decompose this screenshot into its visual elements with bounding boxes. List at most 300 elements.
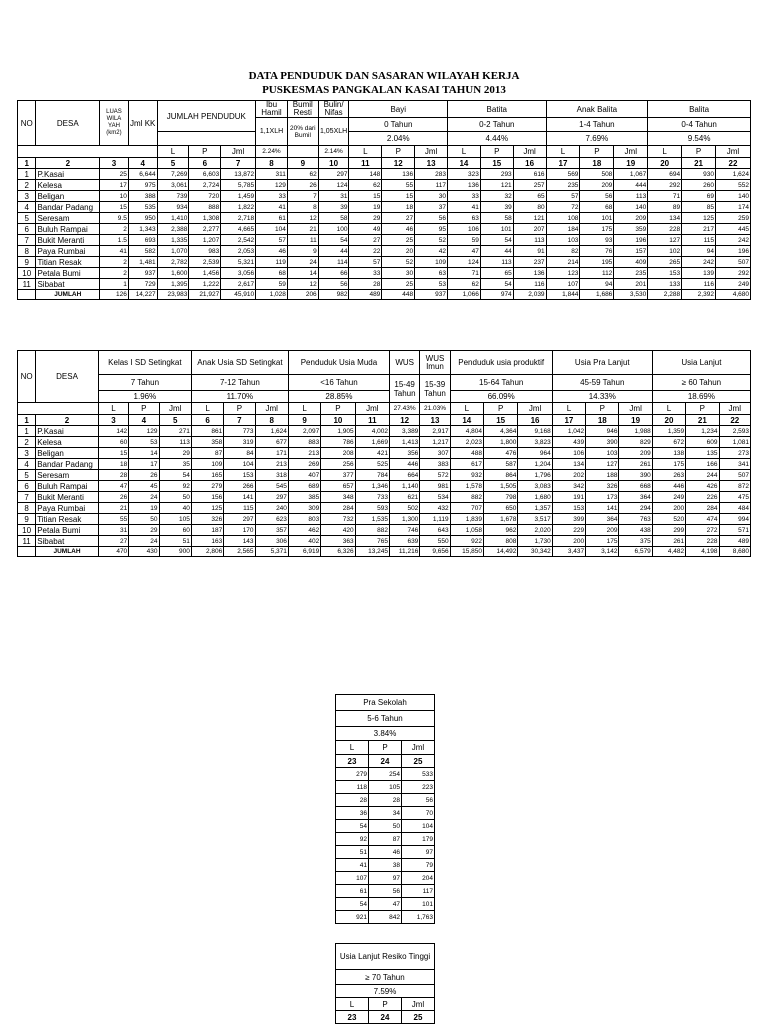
table-cell: 2 xyxy=(100,224,129,235)
table-cell: 191 xyxy=(552,492,585,503)
desa-name: Paya Rumbai xyxy=(36,503,99,514)
table-cell: 694 xyxy=(648,169,682,180)
table-cell: 170 xyxy=(224,525,255,536)
ul-P: P xyxy=(686,403,719,415)
table-cell: 319 xyxy=(224,437,255,448)
desa-name: Beligan xyxy=(36,191,100,202)
table-cell: 964 xyxy=(518,448,552,459)
pl-L: L xyxy=(552,403,585,415)
table-cell: 1,624 xyxy=(715,169,750,180)
table-cell: 9 xyxy=(18,514,36,525)
table-cell: 175 xyxy=(586,536,619,547)
table-cell: 14 xyxy=(129,448,159,459)
desa-name: Sibabat xyxy=(36,536,99,547)
table-cell: 279 xyxy=(336,768,369,781)
table-cell: 30 xyxy=(382,268,415,279)
ulrt-L: L xyxy=(336,998,369,1011)
table-cell: 9 xyxy=(287,246,318,257)
table-cell: 136 xyxy=(513,268,546,279)
table-cell: 593 xyxy=(355,503,389,514)
table-cell: 113 xyxy=(614,191,648,202)
table-cell: 1,624 xyxy=(255,426,288,437)
table-cell: 1,058 xyxy=(450,525,483,536)
table-cell: 32 xyxy=(480,191,513,202)
table-cell: 57 xyxy=(349,257,382,268)
table-cell: 223 xyxy=(402,781,435,794)
column-index-cell: 18 xyxy=(586,415,619,426)
total-cell: 430 xyxy=(129,547,159,557)
table-cell: 63 xyxy=(448,213,481,224)
desa-name: Petala Bumi xyxy=(36,525,99,536)
desa-name: Titian Resak xyxy=(36,514,99,525)
total-row xyxy=(18,547,751,557)
ih-pct: 2.24% xyxy=(256,146,288,158)
table-cell: 4,804 xyxy=(450,426,483,437)
table-cell: 9.5 xyxy=(100,213,129,224)
desa-name: Beligan xyxy=(36,448,99,459)
table-cell: 8 xyxy=(287,202,318,213)
table-cell: 269 xyxy=(288,459,320,470)
total-cell: 1,028 xyxy=(256,290,288,300)
table-cell: 409 xyxy=(614,257,648,268)
table-cell: 15 xyxy=(100,202,129,213)
table-cell: 2,718 xyxy=(221,213,256,224)
table-cell: 283 xyxy=(415,169,448,180)
table-cell: 66 xyxy=(318,268,349,279)
table-cell: 265 xyxy=(648,257,682,268)
table-cell: 214 xyxy=(546,257,580,268)
bayi-pct: 2.04% xyxy=(349,132,448,146)
table-cell: 261 xyxy=(619,459,652,470)
table-cell: 582 xyxy=(128,246,157,257)
table-cell: 208 xyxy=(321,448,355,459)
table-cell: 10 xyxy=(100,191,129,202)
sd-P: P xyxy=(224,403,255,415)
table-cell: 8 xyxy=(18,503,36,514)
table-cell: 2,388 xyxy=(157,224,189,235)
table-cell: 2 xyxy=(100,257,129,268)
table-cell: 446 xyxy=(389,459,419,470)
total-cell: 4,482 xyxy=(652,547,685,557)
ps-L: L xyxy=(336,741,369,755)
table-cell: 1,481 xyxy=(128,257,157,268)
table-cell: 1,119 xyxy=(420,514,450,525)
table-cell: 47 xyxy=(448,246,481,257)
table-row xyxy=(18,279,751,290)
table-cell: 7 xyxy=(287,191,318,202)
column-index-cell: 19 xyxy=(619,415,652,426)
table-cell: 3,823 xyxy=(518,437,552,448)
table-cell: 195 xyxy=(580,257,614,268)
desa-name: P.Kasai xyxy=(36,426,99,437)
table-cell: 106 xyxy=(552,448,585,459)
table-cell: 1,222 xyxy=(189,279,221,290)
balita-pct: 9.54% xyxy=(648,132,751,146)
table-cell: 2,020 xyxy=(518,525,552,536)
table-cell: 113 xyxy=(159,437,191,448)
usia-lanjut-resti-table xyxy=(335,943,435,1024)
table-cell: 508 xyxy=(580,169,614,180)
table-cell: 739 xyxy=(157,191,189,202)
table-cell: 677 xyxy=(255,437,288,448)
table-cell: 946 xyxy=(586,426,619,437)
table-cell: 664 xyxy=(389,470,419,481)
table-cell: 2,277 xyxy=(189,224,221,235)
table-cell: 249 xyxy=(652,492,685,503)
col-wus: WUS xyxy=(389,351,419,375)
table-cell: 116 xyxy=(682,279,716,290)
table-cell: 27 xyxy=(382,213,415,224)
col-bulin: Bulin/ Nifas xyxy=(318,101,349,118)
pen-L: L xyxy=(157,146,189,158)
table-cell: 97 xyxy=(402,846,435,859)
table-cell: 101 xyxy=(480,224,513,235)
column-index-cell: 4 xyxy=(128,158,157,169)
table-cell: 56 xyxy=(318,279,349,290)
table-cell: 399 xyxy=(552,514,585,525)
table-cell: 31 xyxy=(98,525,128,536)
table-cell: 242 xyxy=(715,235,750,246)
table-cell: 116 xyxy=(513,279,546,290)
column-index-cell: 13 xyxy=(420,415,450,426)
table-cell: 6,603 xyxy=(189,169,221,180)
total-cell xyxy=(18,547,36,557)
ps-idx-24: 24 xyxy=(369,755,402,768)
table-cell: 24 xyxy=(129,536,159,547)
table-cell: 348 xyxy=(321,492,355,503)
table-cell: 42 xyxy=(415,246,448,257)
table-cell: 163 xyxy=(191,536,223,547)
table-cell: 2,782 xyxy=(157,257,189,268)
pralanjut-pct: 14.33% xyxy=(552,391,652,403)
table-cell: 55 xyxy=(382,180,415,191)
table-cell: 56 xyxy=(369,885,402,898)
table-cell: 950 xyxy=(128,213,157,224)
table-cell: 29 xyxy=(349,213,382,224)
table-cell: 375 xyxy=(619,536,652,547)
table-cell: 68 xyxy=(256,268,288,279)
column-index-row xyxy=(18,415,751,426)
table-cell: 27 xyxy=(349,235,382,246)
table-cell: 1,456 xyxy=(189,268,221,279)
table-cell: 196 xyxy=(715,246,750,257)
table-cell: 209 xyxy=(619,448,652,459)
table-cell: 61 xyxy=(336,885,369,898)
table-cell: 121 xyxy=(480,180,513,191)
table-cell: 786 xyxy=(321,437,355,448)
table-cell: 26 xyxy=(98,492,128,503)
table-cell: 129 xyxy=(129,426,159,437)
table-cell: 165 xyxy=(191,470,223,481)
table-row xyxy=(18,180,751,191)
ulrt-idx-25: 25 xyxy=(402,1011,435,1024)
table-cell: 525 xyxy=(355,459,389,470)
table-cell: 2,917 xyxy=(420,426,450,437)
produktif-age: 15-64 Tahun xyxy=(450,375,552,391)
column-index-cell: 21 xyxy=(686,415,719,426)
total-cell: 5,371 xyxy=(255,547,288,557)
table-cell: 297 xyxy=(255,492,288,503)
bayi-age: 0 Tahun xyxy=(349,118,448,132)
table-cell: 693 xyxy=(128,235,157,246)
table-cell: 1,730 xyxy=(518,536,552,547)
table-cell: 209 xyxy=(614,213,648,224)
table-cell: 1,207 xyxy=(189,235,221,246)
table-cell: 390 xyxy=(619,470,652,481)
table-cell: 402 xyxy=(288,536,320,547)
table-cell: 19 xyxy=(129,503,159,514)
table-cell: 53 xyxy=(129,437,159,448)
table-cell: 7,269 xyxy=(157,169,189,180)
column-index-cell: 8 xyxy=(256,158,288,169)
table-cell: 829 xyxy=(619,437,652,448)
table-cell: 266 xyxy=(224,481,255,492)
table-cell: 773 xyxy=(224,426,255,437)
k1-L: L xyxy=(98,403,128,415)
table-cell: 53 xyxy=(415,279,448,290)
table-cell: 356 xyxy=(389,448,419,459)
table-cell: 57 xyxy=(546,191,580,202)
table-cell: 545 xyxy=(255,481,288,492)
column-index-cell: 11 xyxy=(349,158,382,169)
table-cell: 217 xyxy=(682,224,716,235)
ps-Jml: Jml xyxy=(402,741,435,755)
table-cell: 31 xyxy=(318,191,349,202)
table-cell: 1,535 xyxy=(355,514,389,525)
col-batita: Batita xyxy=(448,101,547,118)
produktif-pct: 66.09% xyxy=(450,391,552,403)
table-cell: 983 xyxy=(189,246,221,257)
table-cell: 139 xyxy=(682,268,716,279)
table-cell: 21 xyxy=(287,224,318,235)
ulrt-Jml: Jml xyxy=(402,998,435,1011)
table-cell: 153 xyxy=(648,268,682,279)
column-index-cell: 16 xyxy=(513,158,546,169)
table-cell: 34 xyxy=(369,807,402,820)
table-cell: 616 xyxy=(513,169,546,180)
table-cell: 733 xyxy=(355,492,389,503)
table-cell: 249 xyxy=(715,279,750,290)
table-cell: 763 xyxy=(619,514,652,525)
table-cell: 307 xyxy=(420,448,450,459)
table-cell: 95 xyxy=(415,224,448,235)
total-cell: 489 xyxy=(349,290,382,300)
anak-Jml: Jml xyxy=(614,146,648,158)
pl-P: P xyxy=(586,403,619,415)
total-cell: 14,227 xyxy=(128,290,157,300)
table-cell: 475 xyxy=(719,492,750,503)
table-cell: 71 xyxy=(448,268,481,279)
table-cell: 318 xyxy=(255,470,288,481)
table-cell: 25 xyxy=(382,235,415,246)
column-index-cell: 15 xyxy=(484,415,518,426)
col-anak-sd: Anak Usia SD Setingkat xyxy=(191,351,288,375)
table-cell: 689 xyxy=(288,481,320,492)
table-cell: 4,665 xyxy=(221,224,256,235)
total-cell: 14,492 xyxy=(484,547,518,557)
batita-pct: 4.44% xyxy=(448,132,547,146)
table-cell: 209 xyxy=(580,180,614,191)
table-cell: 84 xyxy=(224,448,255,459)
col-pra-lanjut: Usia Pra Lanjut xyxy=(552,351,652,375)
table-cell: 22 xyxy=(349,246,382,257)
table-cell: 1,413 xyxy=(389,437,419,448)
col-anak-balita: Anak Balita xyxy=(546,101,648,118)
table-cell: 63 xyxy=(415,268,448,279)
table-cell: 60 xyxy=(98,437,128,448)
column-index-cell: 16 xyxy=(518,415,552,426)
table-cell: 273 xyxy=(719,448,750,459)
column-index-row xyxy=(18,158,751,169)
total-cell: 4,198 xyxy=(686,547,719,557)
table-cell: 1,905 xyxy=(321,426,355,437)
table-cell: 142 xyxy=(98,426,128,437)
table-row xyxy=(336,846,435,859)
table-cell: 175 xyxy=(652,459,685,470)
table-cell: 803 xyxy=(288,514,320,525)
ps-idx-23: 23 xyxy=(336,755,369,768)
table-cell: 932 xyxy=(450,470,483,481)
table-cell: 153 xyxy=(224,470,255,481)
table-cell: 123 xyxy=(546,268,580,279)
column-index-cell: 3 xyxy=(98,415,128,426)
table-cell: 107 xyxy=(546,279,580,290)
table-cell: 56 xyxy=(580,191,614,202)
table-cell: 1,680 xyxy=(518,492,552,503)
total-cell: 6,919 xyxy=(288,547,320,557)
kelas1-pct: 1.96% xyxy=(98,391,191,403)
table-cell: 994 xyxy=(719,514,750,525)
table-cell: 69 xyxy=(682,191,716,202)
column-index-cell: 11 xyxy=(355,415,389,426)
table-cell: 54 xyxy=(480,279,513,290)
table-cell: 421 xyxy=(355,448,389,459)
table-cell: 30 xyxy=(415,191,448,202)
column-index-cell: 10 xyxy=(318,158,349,169)
total-cell: 1,686 xyxy=(580,290,614,300)
table-cell: 309 xyxy=(288,503,320,514)
table-row xyxy=(18,459,751,470)
target-table xyxy=(17,350,751,557)
column-index-cell: 3 xyxy=(100,158,129,169)
table-cell: 650 xyxy=(484,503,518,514)
table-cell: 54 xyxy=(336,898,369,911)
table-cell: 24 xyxy=(129,492,159,503)
table-cell: 668 xyxy=(619,481,652,492)
col-bayi: Bayi xyxy=(349,101,448,118)
mu-Jml: Jml xyxy=(355,403,389,415)
table-cell: 187 xyxy=(191,525,223,536)
anak-pct: 7.69% xyxy=(546,132,648,146)
column-index-cell: 15 xyxy=(480,158,513,169)
col-luas: LUAS WILA YAH (km2) xyxy=(100,101,129,146)
table-cell: 47 xyxy=(369,898,402,911)
table-cell: 121 xyxy=(513,213,546,224)
ih-factor: 1,1XLH xyxy=(256,118,288,146)
table-cell: 643 xyxy=(420,525,450,536)
table-cell: 3,083 xyxy=(518,481,552,492)
total-cell: 1,763 xyxy=(402,911,435,924)
table-cell: 115 xyxy=(224,503,255,514)
desa-name: Paya Rumbai xyxy=(36,246,100,257)
table-cell: 41 xyxy=(336,859,369,872)
table-cell: 256 xyxy=(321,459,355,470)
table-cell: 134 xyxy=(552,459,585,470)
table-cell: 101 xyxy=(402,898,435,911)
column-index-cell: 1 xyxy=(18,158,36,169)
table-cell: 89 xyxy=(648,202,682,213)
column-index-cell: 20 xyxy=(652,415,685,426)
table-cell: 2,542 xyxy=(221,235,256,246)
table-cell: 5 xyxy=(18,213,36,224)
table-cell: 1,357 xyxy=(518,503,552,514)
table-cell: 444 xyxy=(614,180,648,191)
table-cell: 260 xyxy=(682,180,716,191)
total-cell: 6,326 xyxy=(321,547,355,557)
table-cell: 26 xyxy=(129,470,159,481)
table-cell: 91 xyxy=(513,246,546,257)
table-row xyxy=(18,426,751,437)
table-cell: 1,678 xyxy=(484,514,518,525)
table-cell: 94 xyxy=(682,246,716,257)
table-cell: 60 xyxy=(159,525,191,536)
lpj-blank xyxy=(18,146,158,158)
table-cell: 533 xyxy=(402,768,435,781)
table-cell: 196 xyxy=(614,235,648,246)
table-cell: 1,796 xyxy=(518,470,552,481)
table-cell: 3,517 xyxy=(518,514,552,525)
table-cell: 27 xyxy=(98,536,128,547)
table-cell: 109 xyxy=(415,257,448,268)
table-cell: 1,081 xyxy=(719,437,750,448)
table-cell: 201 xyxy=(614,279,648,290)
table-cell: 571 xyxy=(719,525,750,536)
table-cell: 1.5 xyxy=(100,235,129,246)
table-cell: 125 xyxy=(682,213,716,224)
table-cell: 383 xyxy=(420,459,450,470)
table-cell: 33 xyxy=(256,191,288,202)
column-index-cell: 14 xyxy=(448,158,481,169)
table-cell: 46 xyxy=(369,846,402,859)
table-cell: 138 xyxy=(652,448,685,459)
col-ibu-hamil: Ibu Hamil xyxy=(256,101,288,118)
table-cell: 228 xyxy=(686,536,719,547)
table-cell: 6 xyxy=(18,224,36,235)
table-cell: 617 xyxy=(450,459,483,470)
table-cell: 140 xyxy=(614,202,648,213)
table-cell: 476 xyxy=(484,448,518,459)
table-cell: 29 xyxy=(129,525,159,536)
table-cell: 1,234 xyxy=(686,426,719,437)
col-desa: DESA xyxy=(36,351,99,403)
table-cell: 1 xyxy=(18,169,36,180)
table-cell: 284 xyxy=(321,503,355,514)
col-wus-imun: WUS Imun xyxy=(420,351,450,375)
column-index-cell: 20 xyxy=(648,158,682,169)
table-cell: 12 xyxy=(287,213,318,224)
table-cell: 784 xyxy=(355,470,389,481)
desa-name: Seresam xyxy=(36,470,99,481)
table-cell: 937 xyxy=(128,268,157,279)
table-cell: 105 xyxy=(159,514,191,525)
table-cell: 390 xyxy=(586,437,619,448)
table-cell: 271 xyxy=(159,426,191,437)
table-cell: 56 xyxy=(415,213,448,224)
table-cell: 85 xyxy=(682,202,716,213)
table-cell: 166 xyxy=(686,459,719,470)
table-cell: 975 xyxy=(128,180,157,191)
table-cell: 229 xyxy=(552,525,585,536)
